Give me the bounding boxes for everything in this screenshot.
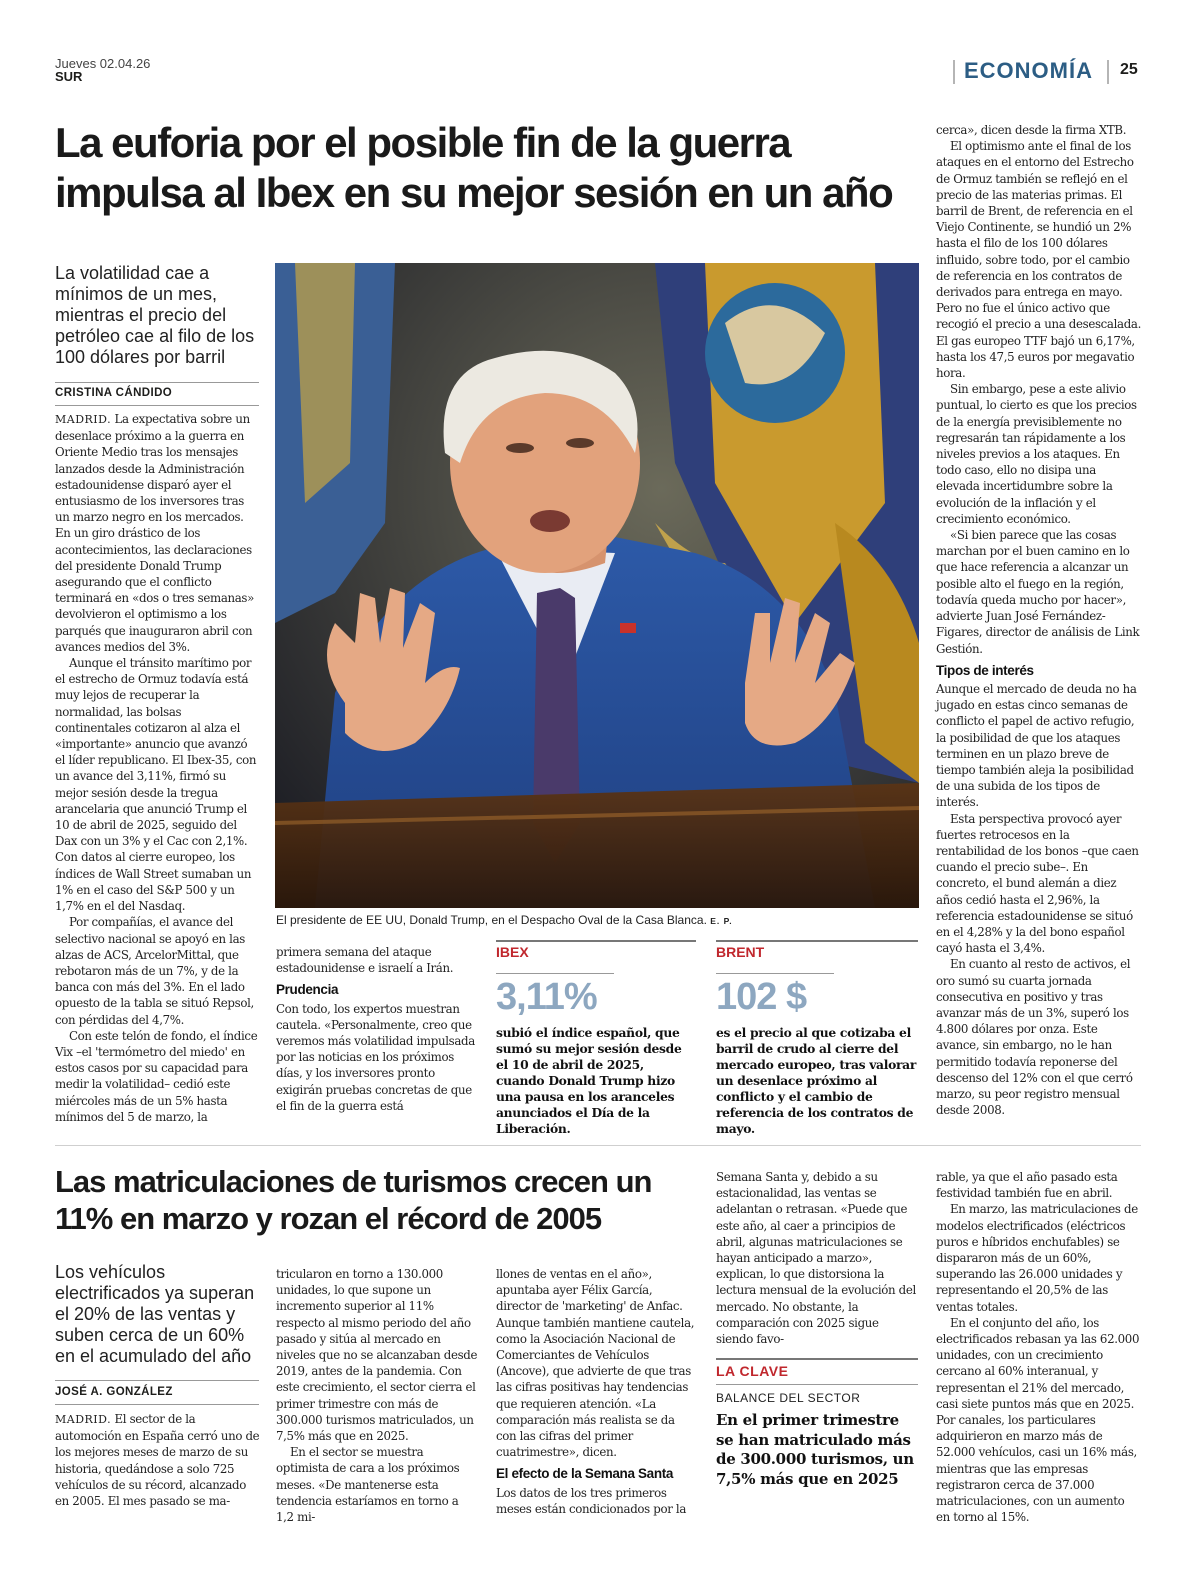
trump-photo <box>275 263 919 908</box>
article1-lead: La volatilidad cae a mínimos de un mes, mientras el precio del petróleo cae al filo de los 100 dólares por barril <box>55 263 255 367</box>
section-title: ECONOMÍA <box>964 58 1093 83</box>
paragraph: primera semana del ataque estadounidense e israelí a Irán. <box>276 945 454 976</box>
paragraph: Esta perspectiva provocó ayer fuertes retrocesos en la rentabilidad de los bonos –que caen cuando el precio sube–. En concreto, el bund alemán a diez años cedió hasta el 2,96%, la referencia estadounidense se situó en el 4,28% y la del bono español cayó hasta el 3,4%. <box>936 811 1139 956</box>
paragraph: llones de ventas en el año», apuntaba ayer Félix García, director de 'marketing' de Anfac. Aunque también mantiene cautela, como la Asociación Nacional de Comerciantes de Vehículos (Ancove), que advierte de que tras las cifras positivas hay tendencias que requieren atención. «La comparación más realista se da con las cifras del primer cuatrimestre», dicen. <box>496 1267 695 1460</box>
photo-caption <box>276 913 916 927</box>
paragraph: «Si bien parece que las cosas marchan por el buen camino en lo que hace referencia a alcanzar un posible alto el fuego en la región, todavía queda mucho por hacer», advierte Juan José Fernández-Figares, director de análisis de Link Gestión. <box>936 528 1140 656</box>
article2-column-4 <box>716 1169 918 1347</box>
subheading-tipos: Tipos de interés <box>936 662 1034 678</box>
page-number: 25 <box>1120 61 1138 78</box>
box-thin-rule <box>716 973 834 974</box>
article1-headline: La euforia por el posible fin de la guerra impulsa al Ibex en su mejor sesión en un año <box>55 119 893 216</box>
paragraph: rable, ya que el año pasado esta festividad también fue en abril. <box>936 1170 1118 1201</box>
paragraph: Sin embargo, pese a este alivio puntual, lo cierto es que los precios de la energía previsiblemente no regresarán tan rápidamente a los niveles previos a los ataques. En todo caso, ello no disipa una elevada incertidumbre sobre la evolución de la inflación y el crecimiento económico. <box>936 382 1137 526</box>
issue-date: Jueves 02.04.26 <box>55 56 151 71</box>
article2-lead: Los vehículos electrificados ya superan el 20% de las ventas y suben cerca de un 60% en el acumulado del año <box>55 1262 255 1366</box>
article2-column-2 <box>276 1266 478 1525</box>
photo-illustration <box>275 263 919 908</box>
paragraph: Con este telón de fondo, el índice Vix –el 'termómetro del miedo' en estos casos por su capacidad para medir la volatilidad– cedió este miércoles más de un 5% hasta mínimos del 5 de marzo, la <box>55 1028 258 1124</box>
box-rule <box>716 1358 918 1360</box>
clave-subtitle: BALANCE DEL SECTOR <box>716 1391 861 1405</box>
paragraph: Aunque el mercado de deuda no ha jugado en estas cinco semanas de conflicto el papel de activo refugio, la posibilidad de que los ataques terminen en un plazo breve de tiempo también aleja la posibilidad de una subida de los tipos de interés. <box>936 681 1137 810</box>
box-rule <box>716 940 918 942</box>
article2-byline: JOSÉ A. GONZÁLEZ <box>55 1386 173 1398</box>
box-thin-rule <box>496 973 614 974</box>
paragraph: tricularon en torno a 130.000 unidades, lo que supone un incremento superior al 11% respecto al mismo periodo del año pasado y sitúa al mercado en niveles que no se alcanzaban desde 2019, antes de la pandemia. Con este crecimiento, el sector cierra el primer trimestre con más de 300.000 turismos matriculados, un 7,5% más que en 2025. <box>276 1267 478 1444</box>
ibex-text: subió el índice español, que sumó su mejor sesión desde el 10 de abril de 2025, cuando Donald Trump hizo una pausa en los aranceles anunciados el Día de la Liberación. <box>496 1025 682 1136</box>
article1-byline: CRISTINA CÁNDIDO <box>55 387 173 399</box>
clave-text: En el primer trimestre se han matriculado más de 300.000 turismos, un 7,5% más que en 2025 <box>716 1411 914 1488</box>
brent-value: 102 $ <box>716 976 807 1018</box>
box-rule <box>496 940 696 942</box>
paragraph: Con todo, los expertos muestran cautela. «Personalmente, creo que veremos más volatilidad impulsada por las noticias en los próximos días, y los inversores pronto exigirán pruebas concretas de que el fin de la guerra está <box>276 1001 475 1113</box>
dateline: MADRID. <box>55 1413 112 1426</box>
paragraph: El optimismo ante el final de los ataques en el entorno del Estrecho de Ormuz también se reflejó en el precio de las materias primas. El barril de Brent, de referencia en el Viejo Continente, se hundió un 2% hasta el filo de los 100 dólares influido, sobre todo, por el cambio de referencia en los contratos de derivados para entrega en mayo. Pero no fue el único activo que recogió el precio a una desescalada. El gas europeo TTF bajó un 6,17%, hasta los 47,5 euros por megavatio hora. <box>936 139 1141 381</box>
paragraph: Semana Santa y, debido a su estacionalidad, las ventas se adelantan o retrasan. «Puede que este año, al caer a principios de abril, algunas matriculaciones se hayan anticipado a marzo», explican, lo que distorsiona la lectura mensual de la evolución del mercado. No obstante, la comparación con 2025 sigue siendo favo- <box>716 1170 916 1347</box>
article1-column-5 <box>936 122 1141 1128</box>
dateline: MADRID. <box>55 413 112 426</box>
paragraph: La expectativa sobre un desenlace próximo a la guerra en Oriente Medio tras los mensajes lanzados desde la Administración estadounidense disparó ayer el entusiasmo de los inversores tras un marzo negro en los mercados. En un giro drástico de los acontecimientos, las declaraciones del presidente Donald Trump asegurando que el conflicto terminará en «dos o tres semanas» devolvieron el optimismo a los parqués que inauguraron abril con avances medios del 3%. <box>55 412 255 654</box>
article2-column-1 <box>55 1411 260 1511</box>
publication-name: SUR <box>55 69 83 84</box>
byline-rule <box>55 1404 259 1405</box>
clave-kicker: LA CLAVE <box>716 1363 789 1379</box>
paragraph: En cuanto al resto de activos, el oro sumó su cuarta jornada consecutiva en positivo y tras avanzar más de un 3%, superó los 4.800 dólares por onza. Este avance, sin embargo, no le han permitido todavía reponerse del descenso del 12% con el que cerró marzo, su peor registro mensual desde 2008. <box>936 957 1133 1118</box>
paragraph: Por compañías, el avance del selectivo nacional se apoyó en las alzas de ACS, ArcelorMittal, que rebotaron más de un 7%, y de la banca con más del 3%. En el lado opuesto de la tabla se situó Repsol, con pérdidas del 4,7%. <box>55 915 254 1027</box>
photo-credit: E. P. <box>710 916 733 926</box>
paragraph: En marzo, las matriculaciones de modelos electrificados (eléctricos puros e híbridos enchufables) se dispararon más de un 60%, superando las 26.000 unidades y representando el 20,5% de las ventas totales. <box>936 1202 1138 1314</box>
paragraph: cerca», dicen desde la firma XTB. <box>936 123 1127 137</box>
article-separator <box>55 1145 1141 1146</box>
section-divider <box>1107 60 1109 84</box>
byline-rule <box>55 382 259 383</box>
article2-column-3 <box>496 1266 698 1516</box>
article2-column-5 <box>936 1169 1141 1525</box>
paragraph: Los datos de los tres primeros meses están condicionados por la <box>496 1485 687 1516</box>
paragraph: Aunque el tránsito marítimo por el estrecho de Ormuz todavía está muy lejos de recuperar la normalidad, las bolsas continentales cotizaron al alza el «importante» anuncio que avanzó el líder republicano. El Ibex-35, con un avance del 3,11%, firmó su mejor sesión desde la tregua arancelaria que anunció Trump el 10 de abril de 2025, seguido del Dax con un 3% y el Cac con 2,1%. Con datos al cierre europeo, los índices de Wall Street sumaban un 1% en el caso del S&P 500 y un 1,7% en el del Nasdaq. <box>55 656 257 914</box>
ibex-kicker: IBEX <box>496 944 529 960</box>
byline-rule <box>55 1380 259 1381</box>
section-divider <box>953 60 955 84</box>
ibex-value: 3,11% <box>496 976 597 1018</box>
paragraph: En el conjunto del año, los electrificados rebasan ya las 62.000 unidades, con un crecimiento cercano al 60% interanual, y representan el 21% del mercado, casi siete puntos más que en 2025. Por canales, los particulares adquirieron en marzo más de 52.000 vehículos, casi un 16% más, mientras que las empresas registraron cerca de 37.000 matriculaciones, con un aumento en torno al 15%. <box>936 1315 1140 1525</box>
article1-column-2 <box>276 944 477 1127</box>
paragraph: En el sector se muestra optimista de cara a los próximos meses. «De mantenerse esta tendencia estaríamos en torno a 1,2 mi- <box>276 1445 460 1525</box>
byline-rule <box>55 405 259 406</box>
brent-text: es el precio al que cotizaba el barril de crudo al cierre del mercado europeo, tras valorar un desenlace próximo al conflicto y el cambio de referencia de los contratos de mayo. <box>716 1025 917 1136</box>
paragraph: El sector de la automoción en España cerró uno de los mejores meses de marzo de su historia, quedándose a solo 725 vehículos de su récord, alcanzado en 2005. El mes pasado se ma- <box>55 1412 260 1509</box>
article1-column-1 <box>55 411 260 1127</box>
subheading-semana-santa: El efecto de la Semana Santa <box>496 1466 674 1482</box>
box-thin-rule <box>716 1384 918 1385</box>
caption-text: El presidente de EE UU, Donald Trump, en el Despacho Oval de la Casa Blanca. <box>276 913 707 927</box>
brent-kicker: BRENT <box>716 944 765 960</box>
article2-headline: Las matriculaciones de turismos crecen un 11% en marzo y rozan el récord de 2005 <box>55 1164 652 1236</box>
subheading-prudencia: Prudencia <box>276 982 339 998</box>
